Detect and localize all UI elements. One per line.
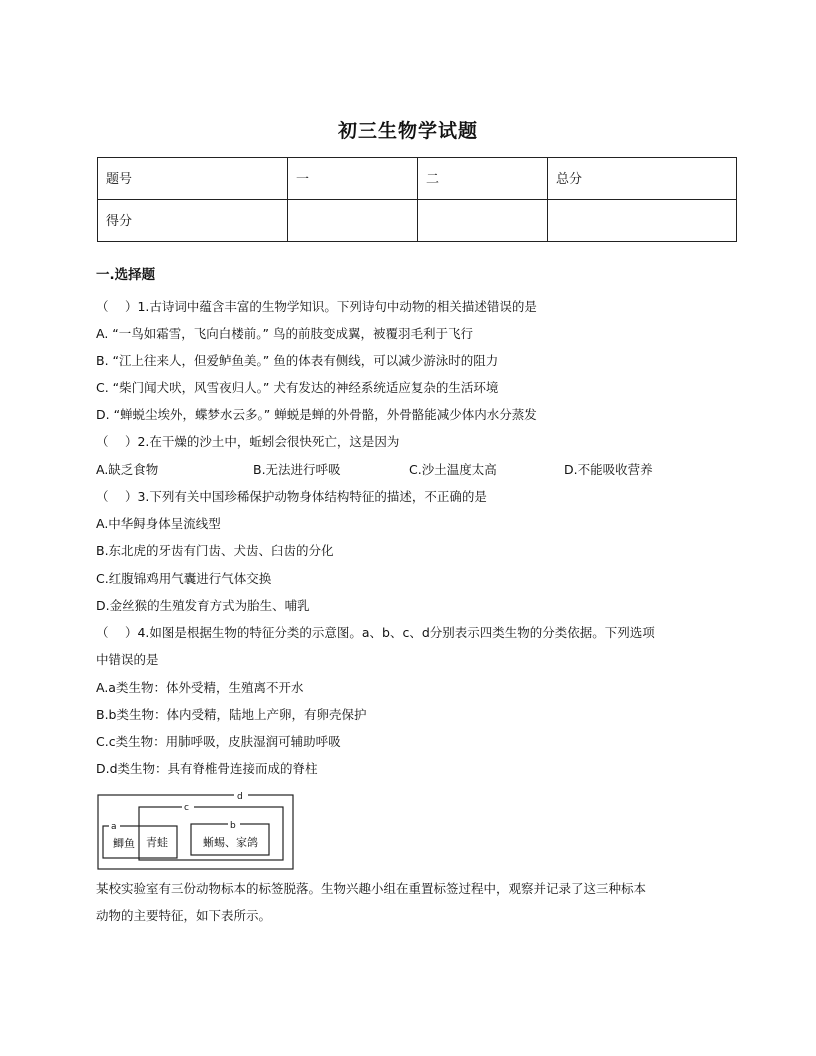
score-table-score-row [98,200,737,242]
diagram-label-c: c [184,803,189,813]
question-1-option-b: B. “江上往来人，但爱鲈鱼美。” 鱼的体表有侧线，可以减少游泳时的阻力 [96,353,499,368]
question-4-option-a: A.a类生物：体外受精，生殖离不开水 [96,680,304,695]
table-cell-total: 总分 [548,158,737,200]
question-2-option-b: B.无法进行呼吸 [253,462,341,477]
classification-diagram [96,789,295,871]
question-4-option-d: D.d类生物：具有脊椎骨连接而成的脊柱 [96,761,318,776]
diagram-label-d: d [237,792,243,802]
table-cell-score-total [548,200,737,242]
question-4-stem-line-1: （ ）4.如图是根据生物的特征分类的示意图。a、b、c、d分别表示四类生物的分类依据。下列选项 [96,625,655,640]
question-1-option-c: C. “柴门闻犬吠，风雪夜归人。” 犬有发达的神经系统适应复杂的生活环境 [96,380,499,395]
question-1-stem: （ ）1.古诗词中蕴含丰富的生物学知识。下列诗句中动物的相关描述错误的是 [96,299,537,314]
page-title: 初三生物学试题 [337,120,478,142]
diagram-animal-frog: 青蛙 [146,836,168,849]
diagram-animal-fish: 鲫鱼 [113,837,135,850]
score-table-header-row [98,158,737,200]
question-2-option-c: C.沙土温度太高 [409,462,497,477]
question-2-stem: （ ）2.在干燥的沙土中，蚯蚓会很快死亡，这是因为 [96,434,400,449]
question-2-option-a: A.缺乏食物 [96,462,159,477]
question-4-stem-line-2: 中错误的是 [96,652,159,667]
passage-line-2: 动物的主要特征，如下表所示。 [96,908,272,923]
score-table [97,157,737,242]
question-2-option-d: D.不能吸收营养 [564,462,653,477]
diagram-animal-lizard-pigeon: 蜥蜴、家鸽 [203,836,258,849]
table-cell-score-label: 得分 [98,200,288,242]
table-cell-question-number: 题号 [98,158,288,200]
diagram-box-c [139,807,283,860]
table-cell-part-one: 一 [288,158,418,200]
question-4-option-b: B.b类生物：体内受精，陆地上产卵，有卵壳保护 [96,707,367,722]
question-3-option-b: B.东北虎的牙齿有门齿、犬齿、臼齿的分化 [96,543,334,558]
question-3-option-d: D.金丝猴的生殖发育方式为胎生、哺乳 [96,598,310,613]
passage-line-1: 某校实验室有三份动物标本的标签脱落。生物兴趣小组在重置标签过程中，观察并记录了这三种标本 [96,881,647,896]
table-cell-part-two: 二 [418,158,548,200]
diagram-label-b: b [230,821,236,831]
table-cell-score-part-two [418,200,548,242]
question-3-stem: （ ）3.下列有关中国珍稀保护动物身体结构特征的描述，不正确的是 [96,489,487,504]
diagram-label-a: a [111,822,117,832]
section-heading: 一.选择题 [96,267,156,283]
question-1-option-d: D. “蝉蜕尘埃外，蝶梦水云多。” 蝉蜕是蝉的外骨骼，外骨骼能减少体内水分蒸发 [96,407,537,422]
table-cell-score-part-one [288,200,418,242]
question-4-option-c: C.c类生物：用肺呼吸，皮肤湿润可辅助呼吸 [96,734,341,749]
question-1-option-a: A. “一鸟如霜雪，飞向白楼前。” 鸟的前肢变成翼，被覆羽毛利于飞行 [96,326,473,341]
question-3-option-c: C.红腹锦鸡用气囊进行气体交换 [96,571,272,586]
question-3-option-a: A.中华鲟身体呈流线型 [96,516,221,531]
